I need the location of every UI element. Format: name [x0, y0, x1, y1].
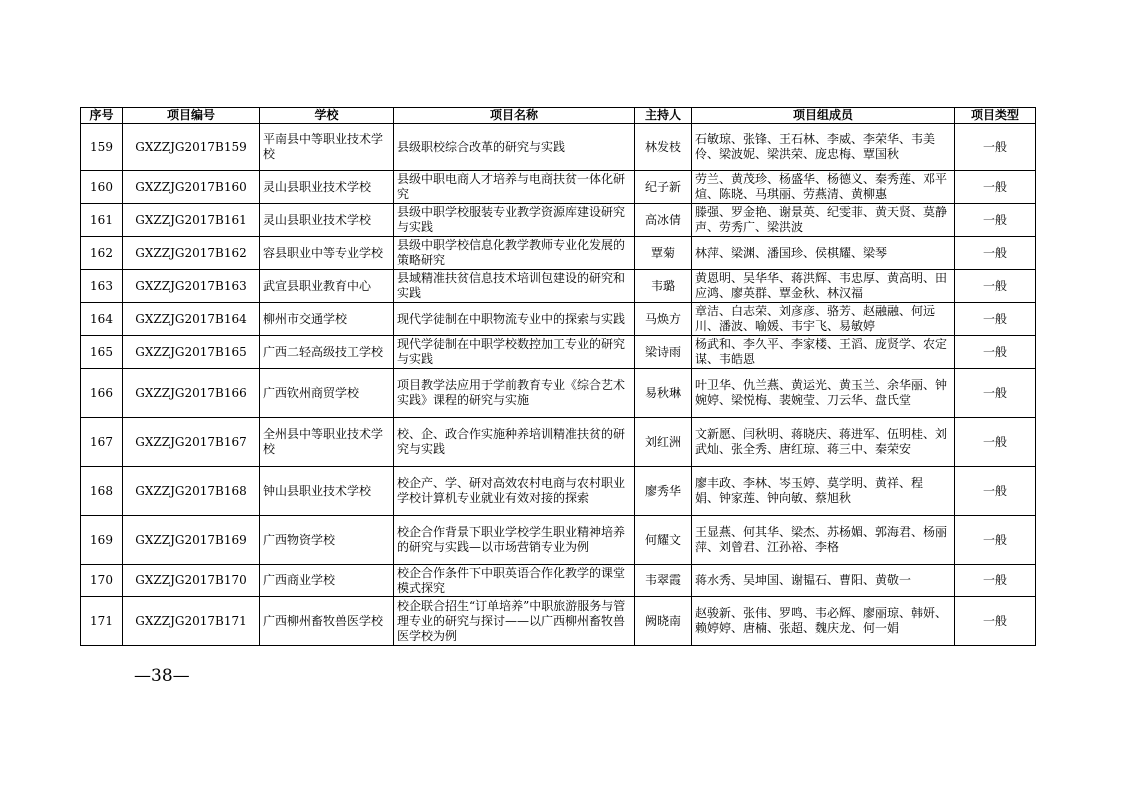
table-row	[81, 124, 1036, 171]
cell-host: 覃菊	[635, 237, 692, 270]
cell-type: 一般	[955, 171, 1036, 204]
cell-host: 高冰倩	[635, 204, 692, 237]
cell-code: GXZZJG2017B165	[123, 336, 260, 369]
cell-school: 全州县中等职业技术学校	[260, 418, 394, 467]
cell-project-name: 校企合作背景下职业学校学生职业精神培养的研究与实践—以市场营销专业为例	[394, 516, 635, 565]
cell-type: 一般	[955, 303, 1036, 336]
cell-members: 黄恩明、吴华华、蒋洪辉、韦忠厚、黄高明、田应鸿、廖英群、覃金秋、林汉福	[692, 270, 955, 303]
header-code: 项目编号	[123, 108, 260, 124]
cell-school: 容县职业中等专业学校	[260, 237, 394, 270]
cell-project-name: 县级中职学校信息化教学教师专业化发展的策略研究	[394, 237, 635, 270]
cell-members: 杨武和、李久平、李家楼、王滔、庞贤学、农定谋、韦皓恩	[692, 336, 955, 369]
cell-host: 何耀文	[635, 516, 692, 565]
cell-no: 171	[81, 597, 123, 646]
project-table	[80, 107, 1036, 646]
cell-no: 161	[81, 204, 123, 237]
table-row	[81, 171, 1036, 204]
table-row	[81, 467, 1036, 516]
cell-code: GXZZJG2017B169	[123, 516, 260, 565]
header-members: 项目组成员	[692, 108, 955, 124]
cell-no: 162	[81, 237, 123, 270]
cell-members: 石敏琼、张锋、王石林、李威、李荣华、韦美伶、梁波妮、梁洪荣、庞忠梅、覃国秋	[692, 124, 955, 171]
cell-project-name: 项目教学法应用于学前教育专业《综合艺术实践》课程的研究与实施	[394, 369, 635, 418]
cell-members: 廖丰政、李林、岑玉婷、莫学明、黄祥、程 娟、钟家莲、钟向敏、蔡旭秋	[692, 467, 955, 516]
cell-host: 林发枝	[635, 124, 692, 171]
cell-code: GXZZJG2017B168	[123, 467, 260, 516]
cell-no: 166	[81, 369, 123, 418]
table-row	[81, 204, 1036, 237]
table-row	[81, 418, 1036, 467]
cell-no: 170	[81, 565, 123, 597]
cell-host: 梁诗雨	[635, 336, 692, 369]
cell-project-name: 校企产、学、研对高效农村电商与农村职业学校计算机专业就业有效对接的探索	[394, 467, 635, 516]
header-no: 序号	[81, 108, 123, 124]
cell-members: 劳兰、黄茂珍、杨盛华、杨德义、秦秀莲、邓平煊、陈晓、马琪丽、劳燕清、黄柳惠	[692, 171, 955, 204]
cell-host: 易秋琳	[635, 369, 692, 418]
cell-members: 王显燕、何其华、梁杰、苏杨媚、郭海君、杨丽萍、刘曾君、江孙裕、李格	[692, 516, 955, 565]
header-project-name: 项目名称	[394, 108, 635, 124]
cell-school: 广西商业学校	[260, 565, 394, 597]
cell-code: GXZZJG2017B161	[123, 204, 260, 237]
cell-no: 167	[81, 418, 123, 467]
cell-no: 169	[81, 516, 123, 565]
cell-type: 一般	[955, 516, 1036, 565]
cell-project-name: 县级中职学校服装专业教学资源库建设研究与实践	[394, 204, 635, 237]
table-row	[81, 369, 1036, 418]
cell-school: 钟山县职业技术学校	[260, 467, 394, 516]
page-number: —38—	[134, 666, 190, 686]
table-row	[81, 597, 1036, 646]
cell-project-name: 县级职校综合改革的研究与实践	[394, 124, 635, 171]
cell-code: GXZZJG2017B159	[123, 124, 260, 171]
cell-project-name: 校企合作条件下中职英语合作化教学的课堂模式探究	[394, 565, 635, 597]
cell-type: 一般	[955, 270, 1036, 303]
cell-school: 广西钦州商贸学校	[260, 369, 394, 418]
cell-type: 一般	[955, 467, 1036, 516]
cell-type: 一般	[955, 204, 1036, 237]
cell-members: 叶卫华、仇兰燕、黄运光、黄玉兰、余华丽、钟婉婷、梁悦梅、裴婉莹、刀云华、盘氏堂	[692, 369, 955, 418]
cell-code: GXZZJG2017B160	[123, 171, 260, 204]
cell-type: 一般	[955, 565, 1036, 597]
cell-type: 一般	[955, 124, 1036, 171]
table-row	[81, 270, 1036, 303]
cell-host: 刘红洲	[635, 418, 692, 467]
cell-school: 广西柳州畜牧兽医学校	[260, 597, 394, 646]
cell-no: 164	[81, 303, 123, 336]
cell-project-name: 县域精准扶贫信息技术培训包建设的研究和实践	[394, 270, 635, 303]
cell-members: 滕强、罗金艳、谢景英、纪雯菲、黄天贤、莫静声、劳秀广、梁洪波	[692, 204, 955, 237]
cell-project-name: 现代学徒制在中职学校数控加工专业的研究与实践	[394, 336, 635, 369]
cell-project-name: 现代学徒制在中职物流专业中的探索与实践	[394, 303, 635, 336]
cell-no: 163	[81, 270, 123, 303]
cell-host: 廖秀华	[635, 467, 692, 516]
cell-code: GXZZJG2017B166	[123, 369, 260, 418]
cell-school: 武宣县职业教育中心	[260, 270, 394, 303]
cell-members: 赵骏新、张伟、罗鸣、韦必辉、廖丽琼、韩妍、赖婷婷、唐楠、张超、魏庆龙、何一娟	[692, 597, 955, 646]
table-row	[81, 336, 1036, 369]
cell-school: 广西物资学校	[260, 516, 394, 565]
cell-code: GXZZJG2017B162	[123, 237, 260, 270]
cell-code: GXZZJG2017B170	[123, 565, 260, 597]
cell-code: GXZZJG2017B171	[123, 597, 260, 646]
cell-members: 章洁、白志荣、刘彦彦、骆芳、赵融融、何远川、潘波、喻媛、韦宇飞、易敏婷	[692, 303, 955, 336]
cell-members: 林萍、梁渊、潘国珍、侯棋耀、梁琴	[692, 237, 955, 270]
table-row	[81, 237, 1036, 270]
cell-type: 一般	[955, 336, 1036, 369]
table-row	[81, 516, 1036, 565]
cell-project-name: 校、企、政合作实施种养培训精准扶贫的研究与实践	[394, 418, 635, 467]
cell-type: 一般	[955, 597, 1036, 646]
cell-school: 广西二轻高级技工学校	[260, 336, 394, 369]
cell-school: 灵山县职业技术学校	[260, 171, 394, 204]
cell-members: 蒋水秀、吴坤国、谢韫石、曹阳、黄敬一	[692, 565, 955, 597]
cell-code: GXZZJG2017B167	[123, 418, 260, 467]
header-school: 学校	[260, 108, 394, 124]
cell-type: 一般	[955, 237, 1036, 270]
header-host: 主持人	[635, 108, 692, 124]
cell-no: 165	[81, 336, 123, 369]
cell-host: 阙晓南	[635, 597, 692, 646]
header-type: 项目类型	[955, 108, 1036, 124]
cell-project-name: 校企联合招生“订单培养”中职旅游服务与管理专业的研究与探讨——以广西柳州畜牧兽医学校为例	[394, 597, 635, 646]
cell-code: GXZZJG2017B164	[123, 303, 260, 336]
cell-school: 柳州市交通学校	[260, 303, 394, 336]
cell-no: 160	[81, 171, 123, 204]
cell-host: 韦翠霞	[635, 565, 692, 597]
table-row	[81, 303, 1036, 336]
cell-host: 马焕方	[635, 303, 692, 336]
cell-host: 韦璐	[635, 270, 692, 303]
cell-type: 一般	[955, 369, 1036, 418]
cell-host: 纪子新	[635, 171, 692, 204]
cell-type: 一般	[955, 418, 1036, 467]
cell-code: GXZZJG2017B163	[123, 270, 260, 303]
cell-no: 159	[81, 124, 123, 171]
cell-school: 平南县中等职业技术学校	[260, 124, 394, 171]
cell-no: 168	[81, 467, 123, 516]
cell-school: 灵山县职业技术学校	[260, 204, 394, 237]
table-header-row	[81, 108, 1036, 124]
cell-project-name: 县级中职电商人才培养与电商扶贫一体化研究	[394, 171, 635, 204]
cell-members: 文新愿、闫秋明、蒋晓庆、蒋进军、伍明桂、刘武灿、张全秀、唐红琼、蒋三中、秦荣安	[692, 418, 955, 467]
table-row	[81, 565, 1036, 597]
